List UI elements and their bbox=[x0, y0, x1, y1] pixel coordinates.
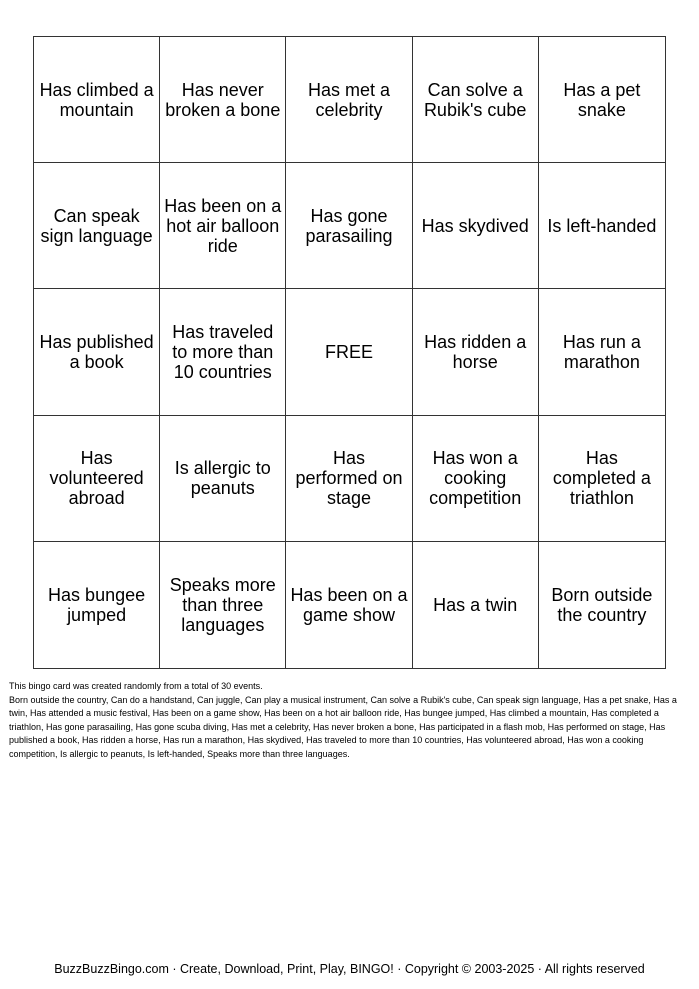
bingo-cell: Has a pet snake bbox=[539, 37, 665, 163]
bingo-cell: Has bungee jumped bbox=[34, 542, 160, 668]
bingo-cell: Has performed on stage bbox=[286, 416, 412, 542]
bingo-cell: Can speak sign language bbox=[34, 163, 160, 289]
bingo-cell: Has never broken a bone bbox=[160, 37, 286, 163]
bingo-cell: Has run a marathon bbox=[539, 289, 665, 415]
bingo-cell: Has climbed a mountain bbox=[34, 37, 160, 163]
bingo-cell: Born outside the country bbox=[551, 584, 653, 625]
bingo-cell: Can solve a Rubik's cube bbox=[413, 37, 539, 163]
bingo-cell: Has published a book bbox=[34, 289, 160, 415]
card-notes bbox=[9, 680, 693, 761]
bingo-grid bbox=[33, 36, 666, 669]
bingo-cell: Has volunteered abroad bbox=[34, 416, 160, 542]
bingo-cell: Has gone parasailing bbox=[286, 163, 412, 289]
bingo-cell: Has a twin bbox=[413, 542, 539, 668]
free-space-cell: FREE bbox=[286, 289, 412, 415]
bingo-cell: Has met a celebrity bbox=[286, 37, 412, 163]
notes-event-list: Born outside the country, Can do a handstand, Can juggle, Can play a musical instrument, Can solve a Rubik's cube, Can speak sign language, Has a pet snake, Has a twin, Has attended a music festival, Has been on a game show, Has been on a hot air balloon ride, Has bungee jumped, Has climbed a mountain, Has completed a triathlon, Has gone parasailing, Has gone scuba diving, Has met a celebrity, Has never broken a bone, Has participated in a flash mob, Has performed on stage, Has published a book, Has ridden a horse, Has run a marathon, Has skydived, Has traveled to more than 10 countries, Has volunteered abroad, Has won a cooking competition, Is allergic to peanuts, Is left-handed, Speaks more than three languages. bbox=[9, 694, 677, 759]
bingo-cell: Has completed a triathlon bbox=[539, 416, 665, 542]
notes-intro: This bingo card was created randomly from a total of 30 events. bbox=[9, 681, 263, 691]
bingo-cell: Is left-handed bbox=[539, 163, 665, 289]
bingo-cell: Has skydived bbox=[413, 163, 539, 289]
bingo-cell: Has won a cooking competition bbox=[413, 416, 539, 542]
bingo-cell: Has been on a game show bbox=[286, 542, 412, 668]
bingo-cell: Speaks more than three languages bbox=[160, 542, 286, 668]
bingo-cell: Has ridden a horse bbox=[413, 289, 539, 415]
footer-copyright: BuzzBuzzBingo.com · Create, Download, Print, Play, BINGO! · Copyright © 2003-2025 · All rights reserved bbox=[54, 962, 645, 976]
bingo-cell: Has been on a hot air balloon ride bbox=[160, 163, 286, 289]
bingo-cell: Is allergic to peanuts bbox=[160, 416, 286, 542]
bingo-cell: Has traveled to more than 10 countries bbox=[160, 289, 286, 415]
